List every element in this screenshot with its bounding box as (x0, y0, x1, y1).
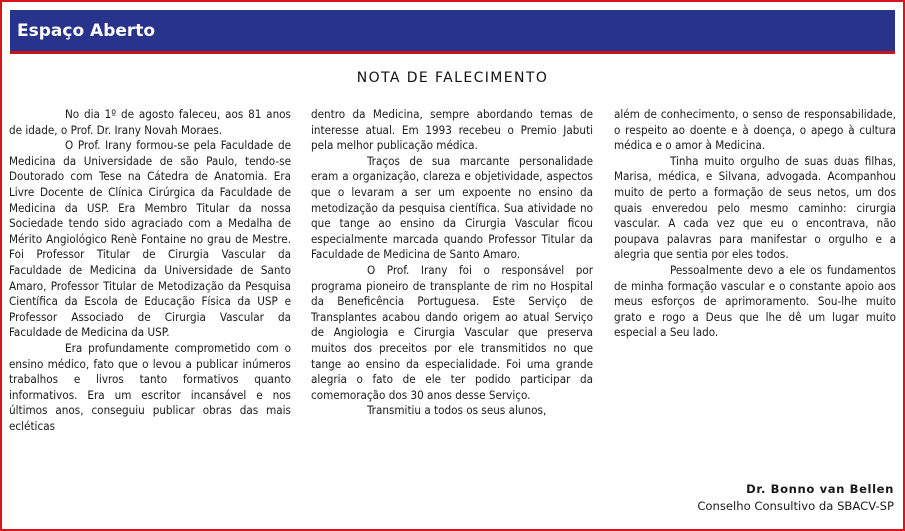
paragraph: Era profundamente comprometido com o ensino médico, fato que o levou a publicar inúmeros trabalhos e livros tanto formativos quanto informativos. Era um escritor incansável e nos últimos anos, conseguiu publicar obras das mais ecléticas (9, 340, 291, 433)
article-column-1 (9, 107, 291, 434)
paragraph: Pessoalmente devo a ele os fundamentos de minha formação vascular e o constante apoio aos meus esforços de aprimoramento. Sou-lhe muito grato e rogo a Deus que lhe dê um lugar muito especial a Seu lado. (614, 262, 896, 340)
paragraph: Tinha muito orgulho de suas duas filhas, Marisa, médica, e Silvana, advogada. Acompanhou muito de perto a formação de seus netos, um dos quais enveredou pelo mesmo caminho: cirurgia vascular. A cada vez que eu o encontrava, não poupava palavras para manifestar o orgulho e a alegria que sentia por eles todos. (614, 153, 896, 262)
paragraph: além de conhecimento, o senso de responsabilidade, o respeito ao doente e à doença, o apego à cultura médica e o amor à Medicina. (614, 107, 896, 153)
article-column-3 (614, 107, 896, 341)
paragraph: Traços de sua marcante personalidade eram a organização, clareza e objetividade, aspectos que o levaram a ser um expoente no ensino da metodização da pesquisa científica. Sua atividade no que tange ao ensino da Cirurgia Vascular ficou especialmente marcada quando Professor Titular da Faculdade de Medicina de Santo Amaro. (311, 153, 593, 262)
paragraph: O Prof. Irany foi o responsável por programa pioneiro de transplante de rim no Hospital da Beneficência Portuguesa. Este Serviço de Transplantes acabou dando origem ao atual Serviço de Angiologia e Cirurgia Vascular que preserva muitos dos preceitos por ele transmitidos no que tange ao ensino da especialidade. Foi uma grande alegria o fato de ele ter podido participar da comemoração dos 30 anos desse Serviço. (311, 262, 593, 402)
paragraph: Transmitiu a todos os seus alunos, (367, 403, 547, 418)
article-column-2 (311, 107, 593, 419)
paragraph: No dia 1º de agosto faleceu, aos 81 anos de idade, o Prof. Dr. Irany Novah Moraes. (9, 107, 291, 137)
paragraph: O Prof. Irany formou-se pela Faculdade de Medicina da Universidade de são Paulo, tendo-se Doutorado com Tese na Cátedra de Anatomia. Era Livre Docente de Clínica Cirúrgica da Faculdade de Medicina da USP. Era Membro Titular da nossa Sociedade tendo sido agraciado com a Medalha de Mérito Angiológico Renè Fontaine no grau de Mestre. Foi Professor Titular de Cirurgia Vascular da Faculdade de Medicina da Universidade de Santo Amaro, Professor Titular de Metodização da Pesquisa Científica da Escola de Educação Física da USP e Professor Associado de Cirurgia Vascular da Faculdade de Medicina da USP. (9, 138, 291, 340)
paragraph: dentro da Medicina, sempre abordando temas de interesse atual. Em 1993 recebeu o Premio Jabuti pela melhor publicação médica. (311, 107, 593, 153)
author-name: Dr. Bonno van Bellen (746, 482, 894, 496)
author-role: Conselho Consultivo da SBACV-SP (697, 499, 894, 513)
section-title: Espaço Aberto (17, 21, 156, 41)
signature-block (697, 481, 894, 515)
section-header (10, 10, 895, 54)
article-title: NOTA DE FALECIMENTO (356, 70, 549, 86)
